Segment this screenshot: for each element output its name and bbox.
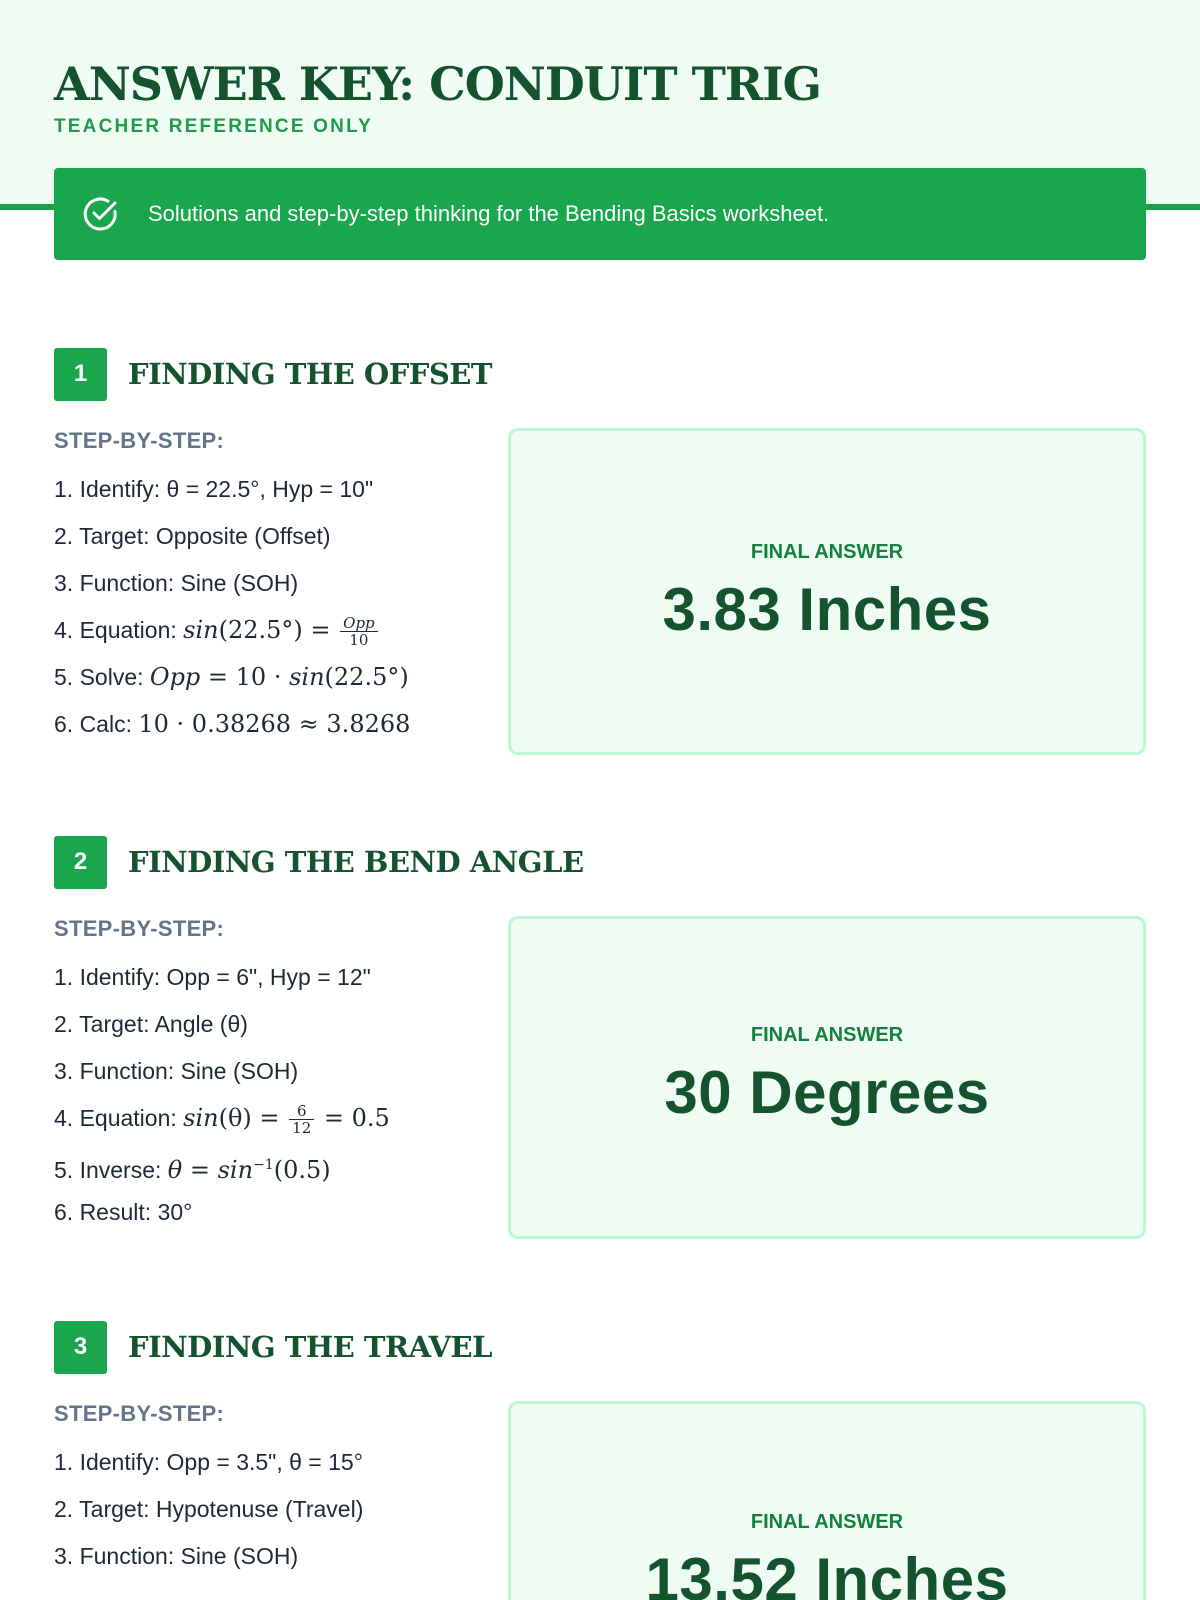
math-lhs: Opp: [149, 663, 201, 691]
page-subtitle: TEACHER REFERENCE ONLY: [54, 116, 374, 137]
step-item: [54, 1195, 484, 1242]
steps-column: [54, 1399, 484, 1586]
section-title: FINDING THE BEND ANGLE: [128, 845, 584, 879]
step-text: 6. Result: 30°: [54, 1199, 193, 1225]
step-item: [54, 1148, 484, 1195]
section-header: [54, 836, 1147, 888]
step-item: [54, 1007, 484, 1054]
math-fn: sin: [183, 616, 219, 644]
math-eq: =: [251, 1104, 288, 1132]
step-text: 3. Function: Sine (SOH): [54, 1543, 299, 1569]
step-text: 1. Identify: Opp = 3.5", θ = 15°: [54, 1449, 363, 1475]
step-text: 2. Target: Hypotenuse (Travel): [54, 1496, 364, 1522]
step-text: 3. Function: Sine (SOH): [54, 1058, 299, 1084]
step-item: [54, 660, 484, 707]
step-text: 4. Equation:: [54, 617, 184, 643]
section-number-badge: 2: [54, 836, 107, 889]
step-math: [183, 1102, 390, 1137]
fraction-numerator: Opp: [340, 615, 378, 632]
step-item: [54, 1101, 484, 1148]
fraction-denominator: 12: [292, 1119, 312, 1137]
step-text: 5. Inverse:: [54, 1157, 168, 1183]
page-header: [0, 0, 1200, 226]
final-answer-value: 3.83 Inches: [662, 576, 992, 643]
step-item: [54, 960, 484, 1007]
step-text: 2. Target: Opposite (Offset): [54, 523, 331, 549]
check-circle-icon: [82, 195, 120, 233]
math-fn: sin: [217, 1156, 254, 1184]
fraction-denominator: 10: [349, 631, 369, 649]
steps-label: STEP-BY-STEP:: [54, 916, 225, 941]
section-title: FINDING THE OFFSET: [128, 357, 492, 391]
final-answer-box: [508, 428, 1146, 755]
math-eq: =: [302, 616, 339, 644]
step-item: [54, 1539, 484, 1586]
section-header: [54, 348, 1147, 400]
math-fraction: [289, 1103, 314, 1136]
final-answer-value: 13.52 Inches: [645, 1546, 1009, 1600]
math-fraction: [340, 615, 378, 648]
banner-text: Solutions and step-by-step thinking for the Bending Basics worksheet.: [148, 201, 830, 226]
step-text: 3. Function: Sine (SOH): [54, 570, 299, 596]
math-lhs: θ: [167, 1156, 183, 1184]
step-math: [168, 1156, 331, 1184]
step-item: [54, 707, 484, 754]
math-arg: (0.5): [273, 1156, 331, 1184]
step-text: 1. Identify: θ = 22.5°, Hyp = 10": [54, 476, 374, 502]
step-item: [54, 1445, 484, 1492]
step-item: [54, 1054, 484, 1101]
step-math: [150, 663, 409, 691]
math-rhs: = 10 ·: [200, 663, 290, 691]
section-title: FINDING THE TRAVEL: [128, 1330, 492, 1364]
math-arg: (22.5°): [324, 663, 409, 691]
steps-label: STEP-BY-STEP:: [54, 1401, 225, 1426]
problem-section-2: [54, 836, 1147, 1225]
step-item: [54, 519, 484, 566]
steps-column: [54, 426, 484, 754]
math-fn: sin: [183, 1104, 219, 1132]
final-answer-label: FINAL ANSWER: [750, 541, 904, 563]
steps-column: [54, 914, 484, 1242]
step-math: [183, 614, 380, 649]
final-answer-box: [508, 1401, 1146, 1600]
steps-label: STEP-BY-STEP:: [54, 428, 225, 453]
math-arg: (22.5°): [218, 616, 303, 644]
step-text: 5. Solve:: [54, 664, 150, 690]
math-fn: sin: [289, 663, 325, 691]
section-number-badge: 3: [54, 1321, 107, 1374]
info-banner: [54, 168, 1146, 260]
math-rhs: =: [182, 1156, 218, 1184]
step-text: 6. Calc:: [54, 711, 139, 737]
step-item: [54, 613, 484, 660]
section-number-badge: 1: [54, 348, 107, 401]
final-answer-label: FINAL ANSWER: [750, 1024, 904, 1046]
step-math: 10 · 0.38268 ≈ 3.8268: [138, 710, 411, 738]
math-superscript: −1: [253, 1157, 274, 1173]
math-tail: = 0.5: [316, 1104, 390, 1132]
final-answer-label: FINAL ANSWER: [750, 1511, 904, 1533]
step-text: 1. Identify: Opp = 6", Hyp = 12": [54, 964, 371, 990]
step-text: 2. Target: Angle (θ): [54, 1011, 248, 1037]
section-header: [54, 1321, 1147, 1373]
final-answer-box: [508, 916, 1146, 1239]
step-item: [54, 1492, 484, 1539]
fraction-numerator: 6: [289, 1103, 314, 1120]
step-item: [54, 566, 484, 613]
step-item: [54, 472, 484, 519]
math-arg: (θ): [218, 1104, 252, 1132]
step-text: 4. Equation:: [54, 1105, 184, 1131]
problem-section-1: [54, 348, 1147, 738]
problem-section-3: [54, 1321, 1147, 1600]
page-title: ANSWER KEY: CONDUIT TRIG: [54, 57, 821, 111]
final-answer-value: 30 Degrees: [664, 1059, 990, 1126]
